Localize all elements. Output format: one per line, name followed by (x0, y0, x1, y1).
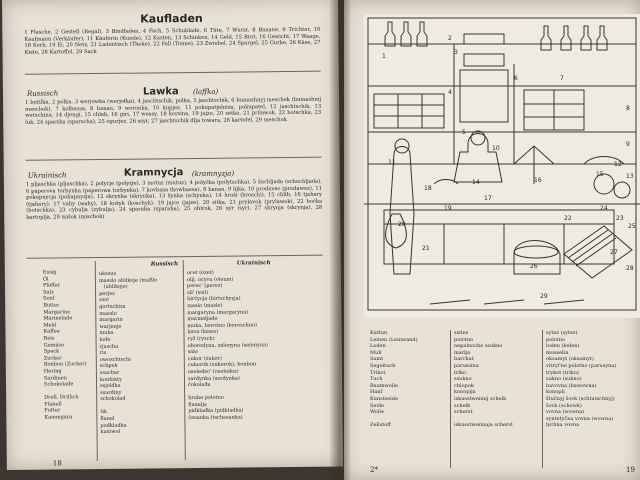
marker: 4 (448, 89, 452, 96)
divider (25, 71, 321, 75)
divider (26, 157, 322, 161)
marker: 25 (628, 223, 636, 230)
marker: 29 (540, 293, 548, 300)
marker: 5 (462, 129, 466, 136)
shop-illustration (364, 14, 640, 318)
column-rule (183, 260, 186, 460)
marker: 12 (614, 161, 622, 168)
marker: 10 (492, 145, 500, 152)
column-rule (95, 261, 98, 461)
marker: 13 (626, 173, 634, 180)
ukrainian-word-column: sytez (sytez) polotno loden (loden) musselin oksamyt (oksamyt) vitryl'ne polotno (parusyna) trykot (triko) sukno (sukno) bavovna (bawowna) konopli štučnyj šovk (schtutschnyj) šovk (schowk) vovna (wowna) syntetyčna vovna (wowna) lychna vovna (546, 330, 617, 429)
marker: 27 (610, 249, 618, 256)
signature-mark: 2* (370, 466, 378, 474)
column-rule (450, 330, 451, 468)
right-page (344, 0, 640, 480)
marker: 14 (472, 179, 480, 186)
divider (27, 255, 323, 259)
german-section-title: Kaufladen (140, 11, 203, 26)
russian-word-column: ukssus masslo ablikoje (maßlo (ablikoje) perjez ssol gortschiza masslo margarin warjenje muka kofe rjaschu ris owoschtschi schpek ssachar konfekty ssjoldka ssardiny schokolad tik flanel podkladka kamwol (98, 270, 158, 436)
russian-language-label: Russisch (26, 89, 59, 98)
marker: 28 (626, 265, 634, 272)
marker: 19 (444, 205, 452, 212)
marker: 9 (626, 141, 630, 148)
russian-vocabulary-text: 1 butilka, 2 polka, 3 werjowka (werjofka), 4 jaschtschik, polka, 5 jaschtschik, 6 bumashnyj meschok (bumashnij meschok), 7 kolbassa, 8 banan, 9 woronka, 10 kupjez, 11 pokupatjelniza, pokupatel, 12 jaschtschik, 13 wetschina, 14 djengi, 15 chleb, 16 giri, 17 wessy, 18 korsina, 19 jajzo, 20 setka, 21 prilawok, 22 botschka, 23 luk, 24 sparsha (sparscha), 25 ogurjez, 26 ssyr, 27 jaschtschik dlja towara, 28 kartofel, 29 meschok (25, 96, 322, 126)
marker: 8 (626, 105, 630, 112)
marker: 26 (530, 263, 538, 270)
marker: 7 (560, 75, 564, 82)
grocery-shop-drawing (364, 14, 640, 318)
marker: 20 (398, 221, 406, 228)
book-gutter (330, 0, 350, 480)
page-number: 18 (52, 459, 62, 468)
marker: 17 (484, 195, 492, 202)
marker: 23 (616, 215, 624, 222)
page-number: 19 (626, 466, 635, 474)
ukrainian-title-pronunciation: (kramnyzja) (191, 169, 235, 179)
table-header-russian: Russisch (150, 261, 179, 268)
marker: 2 (448, 35, 452, 42)
german-word-column: Kattun Leinen (Leinwand) Loden Mull Samt Segeltuch Trikot Tuch Baumwolle Hanf Kunstseide Seide Wolle Zellstoff (370, 330, 418, 429)
marker: 16 (534, 177, 542, 184)
ukrainian-language-label: Ukrainisch (27, 171, 67, 180)
russian-word-column: ssitez polotno nepalnoche ssukno marlja barchat parussina triko ssukno chlopok konoplja iskusstwennij schelk schelk scherst iskusstwennaja scherst (454, 330, 513, 429)
marker: 1 (382, 53, 386, 60)
german-word-column: Essig Öl Pfeffer Salz Senf Butter Margarine Marmelade Mehl Kaffee Reis Gemüse Speck Zucker Bonbon (Zucker) Hering Sardinen Schokolade Drell, Drillich Flanell Futter Kammgarn (42, 269, 87, 421)
marker: 18 (424, 185, 432, 192)
ukrainian-section-title: Kramnycja (123, 167, 184, 179)
russian-section-title: Lawka (142, 86, 179, 98)
russian-title-pronunciation: (laffka) (192, 87, 219, 97)
marker: 15 (596, 171, 604, 178)
column-rule (542, 330, 543, 468)
marker: 22 (564, 215, 572, 222)
marker: 3 (454, 49, 458, 56)
ukrainian-vocabulary-text: 1 pljaschka (pljaschka), 2 polycje (polyzje), 3 motuz (mutus), 4 polyčka (polytschka), 5 šuchljada (schuchljada), 6 paperova torbynka (paperowa torbynka), 7 kovbasa (kowbassa), 8 banan, 9 lijka, 10 prodavec (prodawez), 11 pokupnycja (pokupnyzja), 12 skrynka (skrynka), 13 šynka (schynka), 14 hroši (hroschi), 15 chlib, 16 tjahary (tjahary), 17 vahy (wahy), 18 košyk (koschyk), 19 jajce (jajze), 20 sitka, 21 prylavok (prylawok), 22 bočka (botschka), 23 cybulja (zybulja), 24 sparaha (sparaha), 25 ohirok, 26 syr (syr), 27 skrynja (skrynja), 28 kartoplja, 29 mišok (mischok) (25, 178, 323, 221)
marker: 24 (600, 205, 608, 212)
marker: 6 (514, 75, 518, 82)
left-page (2, 0, 343, 470)
ukrainian-word-column: ocet (ozet) olij, ocyva (oleum) perec' (perez) sil' (ssil) hirčycja (hirtschyzja) maslo (maslo) margaryna (margaryna) marmeljade muka, borošno (boroschno) kava (kawa) ryž (rysch) ohorodyna, zelenyna (selenyna) salo cukor (zukor) cukerok (zukerok), bonbon oseledec' (oseledez) sardynka (sardynka) čokolada hrube polotno flanelja pidkladka (pidkladka) česanka (tschesanka) (186, 269, 268, 422)
german-vocabulary-text: 1 Flasche, 2 Gestell (Regal), 3 Bindfaden, 4 Fach, 5 Schublade, 6 Tüte, 7 Wurst, 8 Banane, 9 Trichter, 10 Kaufmann (Verkäufer), 11 Käuferin (Kunde), 12 Kasten, 13 Schinken, 14 Geld, 15 Brot, 16 Gewicht, 17 Waage, 18 Korb, 19 Ei, 20 Netz, 21 Ladentisch (Theke), 22 Fall (Tonne), 23 Zwiebel, 24 Spargel, 25 Gurke, 26 Käse, 27 Kiste, 28 Kartoffel, 29 Sack (24, 26, 321, 56)
marker: 11 (388, 159, 396, 166)
table-header-ukrainian: Ukrainisch (236, 260, 271, 267)
marker: 21 (422, 245, 430, 252)
